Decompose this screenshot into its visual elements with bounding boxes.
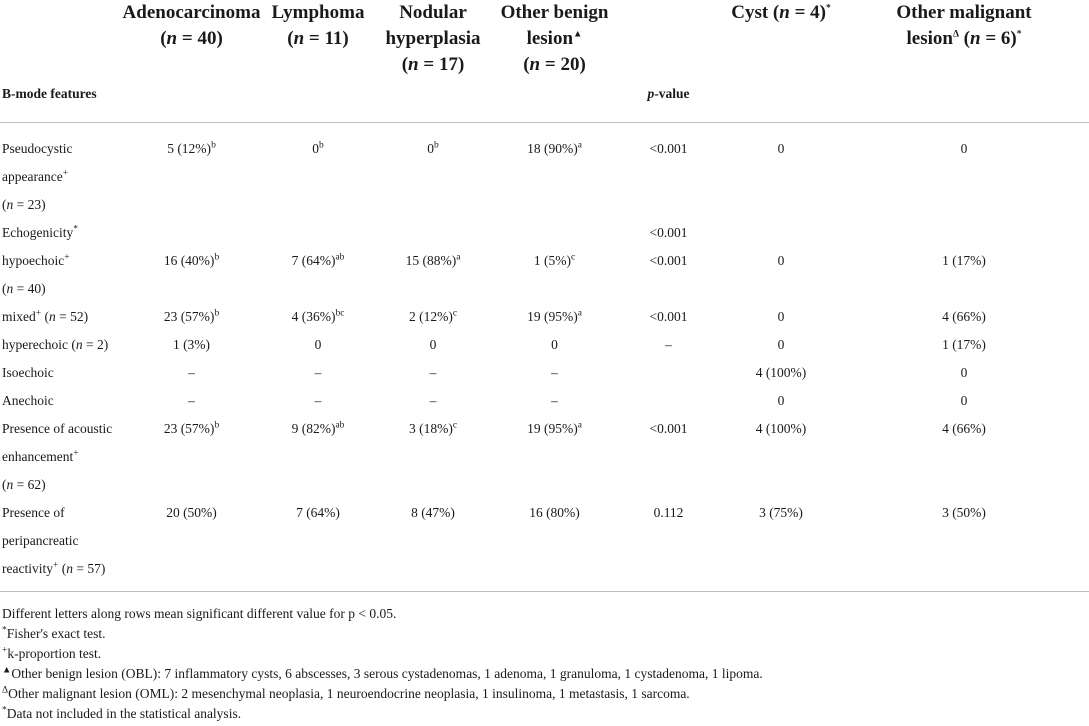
table-row <box>0 359 1089 387</box>
table-cell: 0 <box>551 337 558 352</box>
table-row <box>0 303 1089 331</box>
pvalue-cell: <0.001 <box>649 421 688 436</box>
table-cell: 0 <box>960 365 968 380</box>
table-cell: 19 $(95\%)^a$ <box>527 420 582 436</box>
row-label: Echogenicity* <box>2 224 78 240</box>
table-cell: 0 <box>960 393 968 408</box>
pvalue-cell: 0.112 <box>614 499 723 592</box>
table-cell: 1 $(5\%)^c$ <box>533 252 576 268</box>
header-adenocarcinoma: Adenocarcinoma (n = 40) <box>122 2 261 49</box>
footnote: *Data not included in the statistical analysis. <box>2 705 242 721</box>
group-header-row <box>0 0 1089 86</box>
pvalue-cell: <0.001 <box>649 253 688 268</box>
header-pvalue-blank <box>614 0 723 86</box>
table-cell: 20 (50%) <box>118 499 265 592</box>
table-cell: 1 (3%) <box>172 337 211 352</box>
table-cell <box>265 219 371 247</box>
pvalue-cell <box>614 387 723 415</box>
table-cell: – <box>429 365 437 380</box>
table-cell: 3 $(18\%)^c$ <box>408 420 458 436</box>
table-row <box>0 135 1089 219</box>
subheader-row <box>0 86 1089 123</box>
table-row <box>0 499 1089 592</box>
footnote: +k-proportion test. <box>2 645 102 661</box>
row-label: hypoechoic+ (n = 40) <box>2 252 70 296</box>
table-cell <box>371 219 495 247</box>
table-cell <box>723 219 839 247</box>
table-row <box>0 387 1089 415</box>
footnote: $^\Delta$Other malignant lesion (OML): 2 mesenchymal neoplasia, 1 neuroendocrine neoplasia, 1 insulinoma, 1 metastasis, 1 sarcoma. <box>2 685 690 701</box>
row-label: Anechoic <box>2 393 54 408</box>
footnote: *Fisher's exact test. <box>2 625 106 641</box>
row-label: mixed+ (n = 52) <box>2 308 89 324</box>
table-cell: – <box>188 393 195 408</box>
table-cell: 4 (100%) <box>755 365 807 380</box>
table-row <box>0 247 1089 303</box>
table-cell: 1 (17%) <box>942 253 986 268</box>
header-other-malignant: Other malignant lesion$^\Delta$ (n = 6)* <box>896 2 1032 49</box>
header-lymphoma: Lymphoma (n = 11) <box>271 2 365 49</box>
table-cell: 16 $(40\%)^b$ <box>163 252 220 268</box>
pvalue-cell: <0.001 <box>649 141 688 156</box>
table-cell: 16 (80%) <box>495 499 614 592</box>
header-other-benign: Other benign lesion▲ (n = 20) <box>500 2 609 75</box>
table-cell: – <box>429 393 437 408</box>
table-cell: 0 <box>777 253 785 268</box>
table-cell: 0 <box>314 337 322 352</box>
pvalue-cell: <0.001 <box>649 225 688 240</box>
table-cell <box>839 219 1089 247</box>
table-cell: – <box>551 365 558 380</box>
table-cell: – <box>314 365 322 380</box>
table-cell: 0 <box>777 141 785 156</box>
table-cell: 23 $(57\%)^b$ <box>163 420 220 436</box>
pvalue-cell: – <box>665 337 672 352</box>
table-cell: 4 $(36\%)^{bc}$ <box>291 308 345 324</box>
pvalue-cell: <0.001 <box>649 309 688 324</box>
table-cell: 15 $(88\%)^a$ <box>405 252 461 268</box>
table-cell: 0 <box>777 337 785 352</box>
table-cell: 3 (50%) <box>839 499 1089 592</box>
table-row <box>0 415 1089 499</box>
row-label: Presence of acoustic enhancement+ (n = 62) <box>2 421 113 492</box>
table-cell: 0 <box>960 141 968 156</box>
table-footnotes <box>2 604 1082 724</box>
table-cell: 2 $(12\%)^c$ <box>408 308 458 324</box>
table-cell: 4 (66%) <box>942 421 986 436</box>
header-nodular-hyperplasia: Nodular hyperplasia (n = 17) <box>385 2 481 75</box>
b-mode-features-heading: B-mode features <box>0 86 118 123</box>
footnote: Different letters along rows mean significant different value for p < 0.05. <box>2 606 397 621</box>
table-cell: – <box>188 365 195 380</box>
row-label: Pseudocystic appearance+ (n = 23) <box>2 141 73 212</box>
footnote: ▲Other benign lesion (OBL): 7 inflammatory cysts, 6 abscesses, 3 serous cystadenomas, 1 adenoma, 1 granuloma, 1 cystadenoma, 1 lipoma. <box>2 665 763 681</box>
table-cell: 4 (66%) <box>942 309 986 324</box>
table-cell: 23 $(57\%)^b$ <box>163 308 220 324</box>
table-row <box>0 219 1089 247</box>
table-cell: 0$^b$ <box>427 140 439 156</box>
row-label: hyperechoic (n = 2) <box>2 337 109 352</box>
pvalue-cell <box>614 359 723 387</box>
table-cell: 4 (100%) <box>755 421 807 436</box>
row-label: Isoechoic <box>2 365 54 380</box>
table-row <box>0 331 1089 359</box>
table-cell: 1 (17%) <box>942 337 986 352</box>
table-cell: 8 (47%) <box>371 499 495 592</box>
table-cell: 7 (64%) <box>265 499 371 592</box>
table-cell: 7 $(64\%)^{ab}$ <box>291 252 345 268</box>
table-cell: 18 $(90\%)^a$ <box>527 140 582 156</box>
table-cell: 3 (75%) <box>723 499 839 592</box>
row-label: Presence of peripancreatic reactivity+ (n = 57) <box>0 499 118 592</box>
table-cell <box>495 219 614 247</box>
table-cell: – <box>314 393 322 408</box>
table-cell: 9 $(82\%)^{ab}$ <box>291 420 345 436</box>
table-cell: 5 $(12\%)^b$ <box>167 140 216 156</box>
table-cell: – <box>551 393 558 408</box>
pvalue-heading: p-value <box>614 86 723 123</box>
header-blank <box>0 0 118 86</box>
table-cell: 19 $(95\%)^a$ <box>527 308 582 324</box>
header-cyst: Cyst (n = 4)* <box>731 2 831 23</box>
table-cell <box>118 219 265 247</box>
table-cell: 0 <box>429 337 437 352</box>
table-cell: 0 <box>777 393 785 408</box>
table-cell: 0$^b$ <box>312 140 324 156</box>
table-body <box>0 123 1089 592</box>
table-cell: 0 <box>777 309 785 324</box>
